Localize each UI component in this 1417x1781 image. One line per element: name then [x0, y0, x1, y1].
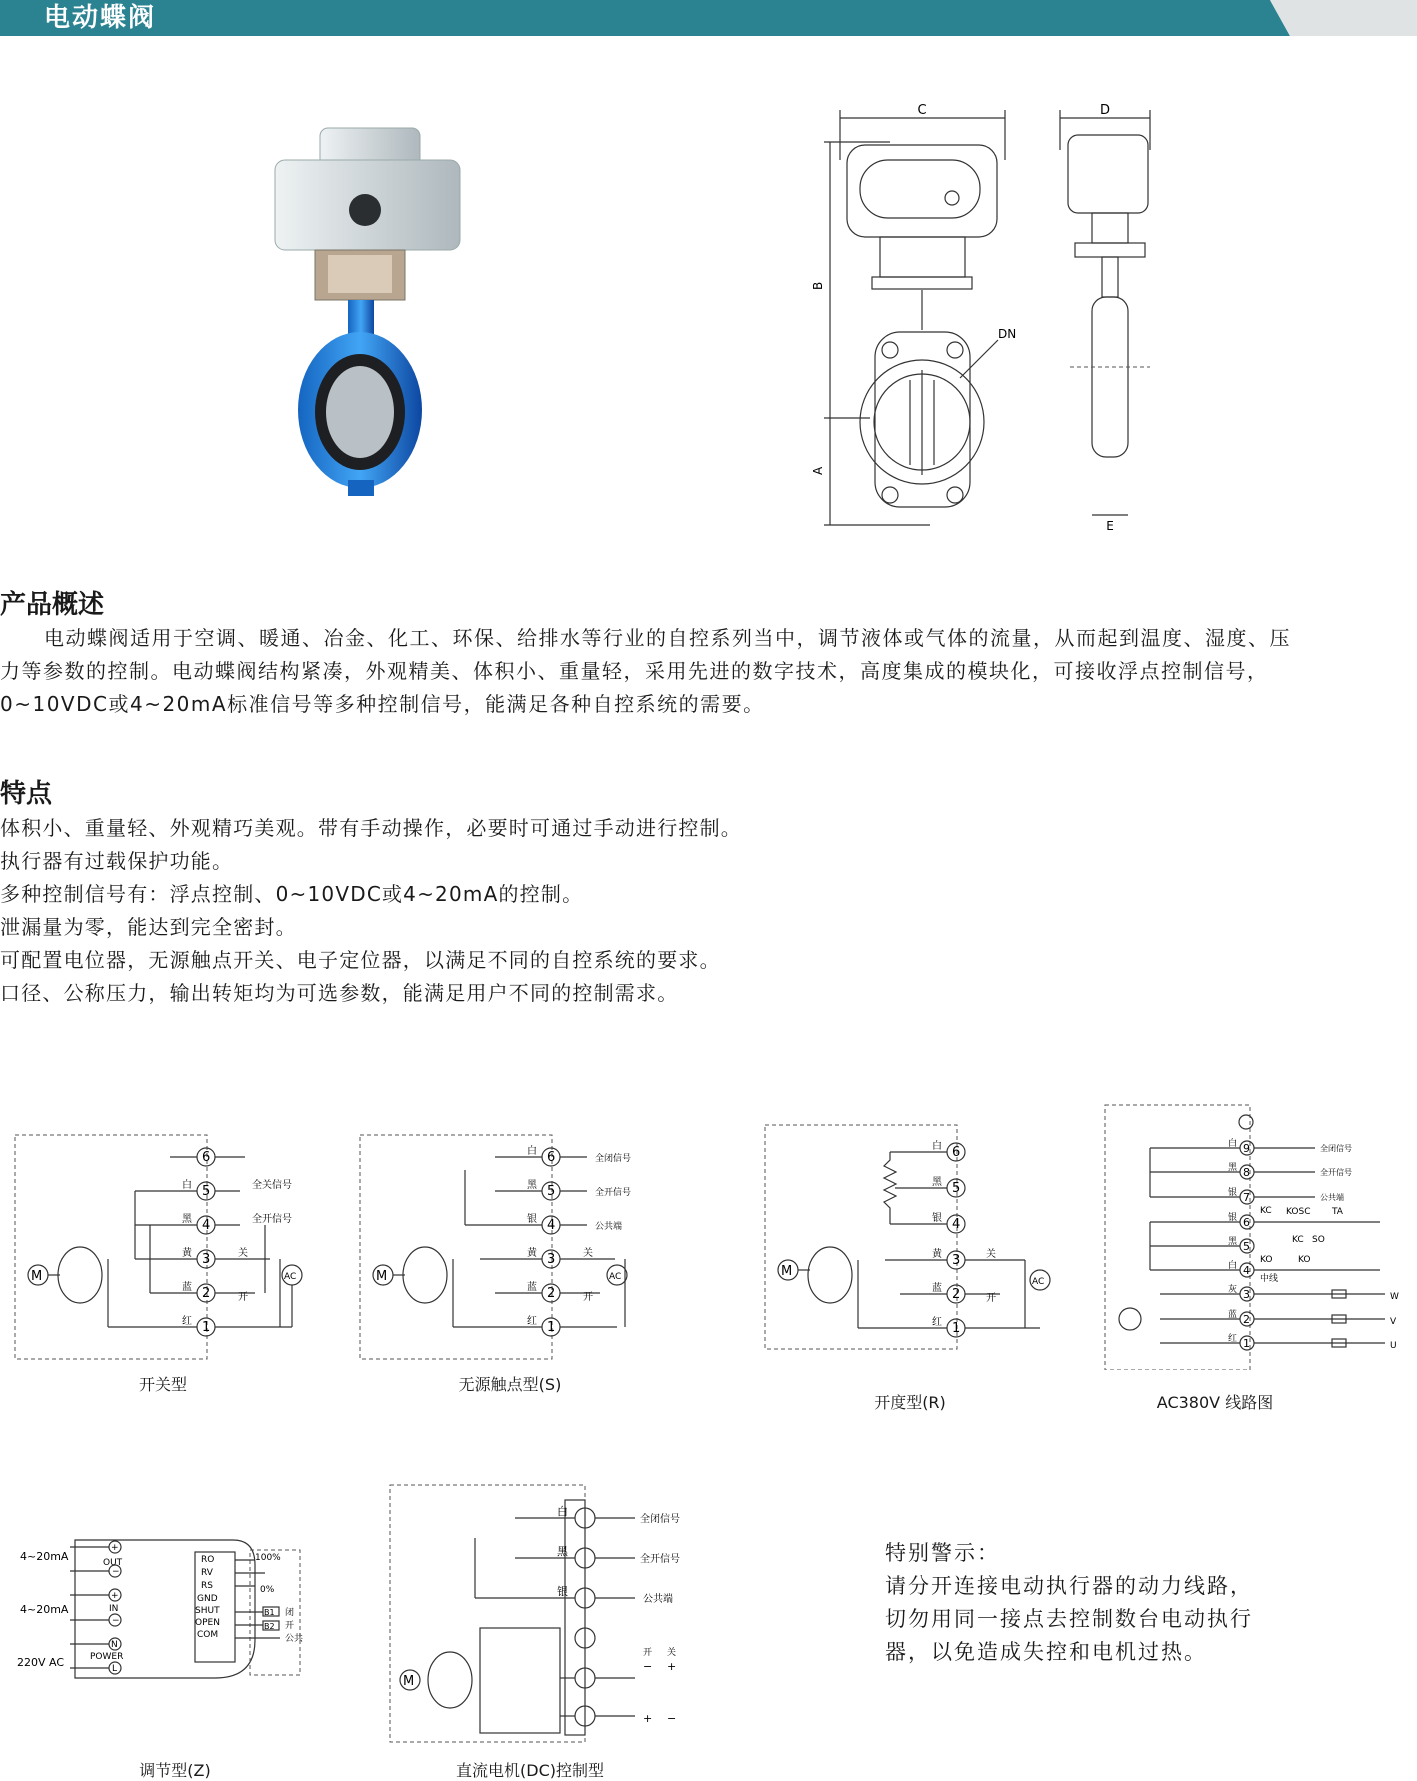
ac-symbol: AC	[284, 1272, 297, 1282]
svg-text:+: +	[111, 1591, 119, 1601]
svg-text:8: 8	[1243, 1166, 1250, 1179]
label-open: 开	[643, 1648, 653, 1658]
power-label: POWER	[90, 1652, 124, 1662]
svg-text:6: 6	[547, 1150, 556, 1165]
label-close: 关	[986, 1249, 996, 1260]
label-close: 关	[238, 1248, 248, 1259]
wire-blue: 蓝	[182, 1282, 192, 1293]
wire-yellow: 黄	[182, 1248, 192, 1259]
svg-text:6: 6	[1243, 1216, 1250, 1229]
wire-black: 黑	[182, 1214, 192, 1225]
label-full-open: 全开信号	[595, 1188, 632, 1198]
motor-symbol: M	[31, 1269, 43, 1284]
label-kosc: KOSC	[1286, 1207, 1311, 1217]
dim-b: B	[811, 281, 825, 290]
feature-item: 泄漏量为零，能达到完全密封。	[0, 915, 297, 939]
wire-white: 白	[1228, 1139, 1238, 1149]
svg-text:−: −	[112, 1616, 120, 1626]
svg-text:1: 1	[1243, 1337, 1250, 1350]
wire-white: 白	[557, 1505, 568, 1518]
svg-text:1: 1	[202, 1320, 211, 1335]
wire-red: 红	[182, 1316, 192, 1327]
svg-text:3: 3	[952, 1253, 961, 1268]
dim-e: E	[1106, 519, 1114, 533]
label-ko: KO	[1260, 1255, 1273, 1265]
in-label: IN	[109, 1604, 119, 1614]
wire-black: 黑	[932, 1177, 942, 1188]
wire-white: 白	[527, 1146, 537, 1157]
wire-black: 黑	[557, 1545, 568, 1558]
svg-text:3: 3	[202, 1252, 211, 1267]
dim-d: D	[1099, 103, 1111, 118]
dim-c: C	[917, 103, 927, 118]
dimension-drawing	[810, 100, 1260, 550]
ac-symbol: AC	[609, 1272, 622, 1282]
svg-text:−: −	[667, 1712, 677, 1725]
svg-text:N: N	[111, 1640, 118, 1650]
phase-w: W	[1390, 1292, 1399, 1302]
wire-black: 黑	[1228, 1237, 1238, 1247]
svg-text:5: 5	[547, 1184, 556, 1199]
wire-white: 白	[1228, 1261, 1238, 1271]
wire-blue: 蓝	[932, 1283, 942, 1294]
svg-text:2: 2	[952, 1287, 961, 1302]
label-full-open: 全开信号	[252, 1214, 292, 1225]
label-ko2: KO	[1298, 1255, 1311, 1265]
label-open: 开	[238, 1292, 248, 1303]
caption-ac380: AC380V 线路图	[1156, 1393, 1274, 1412]
features-title: 特点	[0, 779, 53, 809]
wire-silver: 银	[932, 1213, 942, 1224]
svg-text:−: −	[112, 1567, 120, 1577]
svg-text:2: 2	[547, 1286, 556, 1301]
pot-100: 100%	[255, 1553, 281, 1563]
passive-contact-wiring-diagram	[355, 1125, 665, 1365]
wire-black: 黑	[1228, 1163, 1238, 1173]
pin-open: OPEN	[195, 1618, 220, 1628]
label-so: SO	[1312, 1235, 1325, 1245]
header-bar	[0, 0, 1417, 36]
onoff-wiring-diagram	[10, 1125, 320, 1365]
wire-white: 白	[932, 1141, 942, 1152]
pin-rs: RS	[201, 1581, 213, 1591]
ac380v-wiring-diagram	[1100, 1100, 1410, 1370]
overview-line-2: 力等参数的控制。电动蝶阀结构紧凑，外观精美、体积小、重量轻，采用先进的数字技术，高度集成的模块化，可接收浮点控制信号，	[0, 659, 1269, 683]
overview-title: 产品概述	[0, 590, 105, 620]
wire-silver: 银	[557, 1585, 568, 1598]
svg-text:2: 2	[1243, 1313, 1250, 1326]
caption-dc: 直流电机(DC)控制型	[456, 1761, 604, 1780]
wire-black: 黑	[527, 1180, 537, 1191]
label-close: 关	[667, 1648, 677, 1658]
svg-text:L: L	[112, 1664, 118, 1674]
wire-grey: 灰	[1228, 1285, 1238, 1295]
pot-0: 0%	[260, 1585, 275, 1595]
warning-title: 特别警示：	[885, 1541, 1000, 1565]
dim-a: A	[811, 466, 825, 475]
svg-text:+: +	[111, 1543, 119, 1553]
caption-onoff: 开关型	[138, 1375, 187, 1394]
input-4-20ma-in: 4~20mA	[20, 1603, 69, 1616]
pin-shut: SHUT	[195, 1606, 220, 1616]
wire-yellow: 黄	[932, 1249, 942, 1260]
phase-u: U	[1390, 1341, 1397, 1351]
regulating-wiring-diagram	[15, 1520, 335, 1680]
valve-photo	[260, 120, 470, 500]
svg-text:6: 6	[202, 1150, 211, 1165]
pin-rv: RV	[201, 1568, 213, 1578]
wire-red: 红	[1228, 1334, 1238, 1344]
label-close: 闭	[285, 1608, 295, 1618]
feature-item: 可配置电位器，无源触点开关、电子定位器，以满足不同的自控系统的要求。	[0, 948, 721, 972]
overview-line-3: 0~10VDC或4~20mA标准信号等多种控制信号，能满足各种自控系统的需要。	[0, 692, 765, 716]
feature-item: 执行器有过载保护功能。	[0, 849, 234, 873]
wire-red: 红	[932, 1317, 942, 1328]
relay-b1: B1	[264, 1608, 275, 1617]
label-close: 关	[583, 1248, 593, 1259]
svg-text:4: 4	[202, 1218, 211, 1233]
wire-blue: 蓝	[527, 1282, 537, 1293]
svg-text:4: 4	[547, 1218, 556, 1233]
wire-white: 白	[182, 1180, 192, 1191]
svg-text:2: 2	[202, 1286, 211, 1301]
svg-text:6: 6	[952, 1145, 961, 1160]
label-common: 公共端	[1320, 1193, 1344, 1202]
pin-gnd: GND	[197, 1594, 218, 1604]
label-open: 开	[583, 1292, 593, 1303]
caption-regulating: 调节型(Z)	[139, 1761, 211, 1780]
warning-line: 请分开连接电动执行器的动力线路，	[885, 1574, 1253, 1598]
label-kc: KC	[1260, 1206, 1272, 1216]
label-full-open: 全开信号	[640, 1554, 680, 1565]
svg-text:1: 1	[952, 1321, 961, 1336]
dc-wiring-diagram	[385, 1480, 715, 1750]
svg-text:−: −	[643, 1660, 653, 1673]
page-title: 电动蝶阀	[44, 3, 157, 33]
svg-text:5: 5	[202, 1184, 211, 1199]
input-4-20ma-out: 4~20mA	[20, 1550, 69, 1563]
label-common: 公共端	[643, 1594, 673, 1605]
label-kc2: KC	[1292, 1235, 1304, 1245]
svg-text:9: 9	[1243, 1142, 1250, 1155]
out-label: OUT	[103, 1558, 123, 1568]
label-open: 开	[986, 1293, 996, 1304]
svg-text:4: 4	[952, 1217, 961, 1232]
label-full-close: 全关信号	[252, 1180, 292, 1191]
wire-red: 红	[527, 1316, 537, 1327]
svg-text:4: 4	[1243, 1264, 1250, 1277]
pin-ro: RO	[201, 1555, 215, 1565]
label-full-close: 全闭信号	[640, 1514, 680, 1525]
motor-symbol: M	[376, 1269, 388, 1284]
dim-dn: DN	[998, 327, 1017, 341]
input-220vac: 220V AC	[17, 1656, 65, 1669]
wire-blue: 蓝	[1228, 1310, 1238, 1320]
overview-line-1: 电动蝶阀适用于空调、暖通、冶金、化工、环保、给排水等行业的自控系列当中，调节液体或气体的流量，从而起到温度、湿度、压	[44, 626, 1291, 650]
label-common: 公共端	[595, 1222, 623, 1232]
label-full-close: 全闭信号	[595, 1154, 632, 1164]
svg-text:1: 1	[547, 1320, 556, 1335]
feature-item: 体积小、重量轻、外观精巧美观。带有手动操作，必要时可通过手动进行控制。	[0, 816, 742, 840]
label-open: 开	[285, 1621, 295, 1631]
svg-text:5: 5	[1243, 1240, 1250, 1253]
phase-v: V	[1390, 1317, 1397, 1327]
svg-text:3: 3	[547, 1252, 556, 1267]
svg-text:3: 3	[1243, 1288, 1250, 1301]
label-ta: TA	[1332, 1207, 1343, 1217]
pin-com: COM	[197, 1630, 219, 1640]
caption-opening: 开度型(R)	[874, 1393, 946, 1412]
label-full-open: 全开信号	[1320, 1168, 1352, 1177]
ac-symbol: AC	[1032, 1277, 1045, 1287]
motor-symbol: M	[403, 1674, 415, 1689]
wire-silver: 银	[1228, 1213, 1238, 1223]
wire-silver: 银	[527, 1214, 537, 1225]
label-common: 公共	[285, 1634, 304, 1644]
wire-yellow: 黄	[527, 1248, 537, 1259]
wire-silver: 银	[1228, 1188, 1238, 1198]
caption-passive: 无源触点型(S)	[458, 1375, 562, 1394]
motor-symbol: M	[781, 1264, 793, 1279]
opening-wiring-diagram	[760, 1120, 1070, 1360]
svg-text:7: 7	[1243, 1191, 1250, 1204]
warning-line: 器，以免造成失控和电机过热。	[885, 1640, 1207, 1664]
svg-text:+: +	[667, 1660, 677, 1673]
feature-item: 口径、公称压力，输出转矩均为可选参数，能满足用户不同的控制需求。	[0, 981, 679, 1005]
svg-text:+: +	[643, 1712, 653, 1725]
relay-b2: B2	[264, 1622, 275, 1631]
label-neutral: 中线	[1260, 1274, 1279, 1284]
warning-line: 切勿用同一接点去控制数台电动执行	[885, 1607, 1253, 1631]
label-full-close: 全闭信号	[1320, 1144, 1352, 1153]
feature-item: 多种控制信号有：浮点控制、0~10VDC或4~20mA的控制。	[0, 882, 584, 906]
svg-text:5: 5	[952, 1181, 961, 1196]
